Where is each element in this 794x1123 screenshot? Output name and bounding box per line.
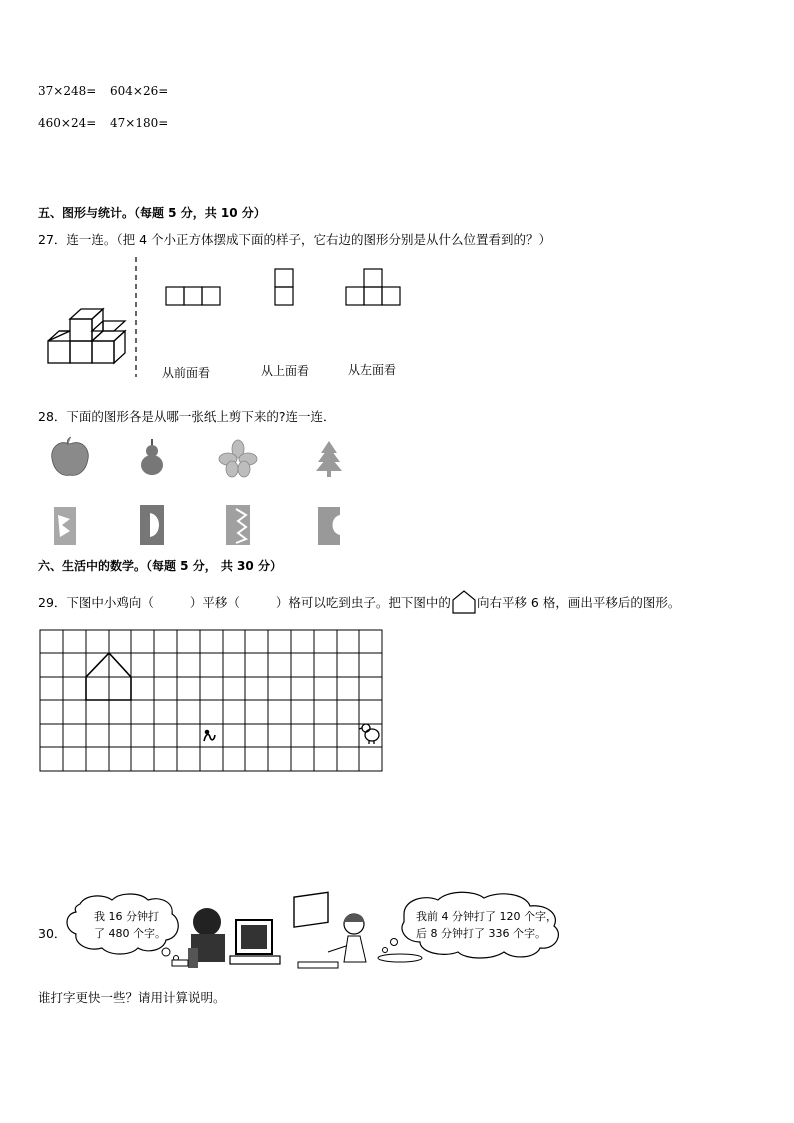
q27-text: 27．连一连。（把 4 个小正方体摆成下面的样子，它右边的图形分别是从什么位置看到的？） <box>38 232 552 247</box>
calc-2a: 460×24= <box>38 116 97 130</box>
q29-part2: ）平移（ <box>189 595 240 610</box>
view-front-shape <box>166 287 220 305</box>
house-shape-icon <box>451 589 477 615</box>
apple-shape-icon <box>52 437 89 475</box>
flower-shape-icon <box>219 440 257 477</box>
q29-grid <box>39 629 385 773</box>
cube-stack-drawing <box>48 309 125 363</box>
paper-piece-3 <box>226 505 250 545</box>
q30-question: 谁打字更快一些？请用计算说明。 <box>38 990 226 1005</box>
label-front: 从前面看 <box>162 366 211 380</box>
paper-piece-2 <box>140 505 164 545</box>
worm-icon <box>204 731 215 742</box>
left-bubble-line-1: 我 16 分钟打 <box>94 910 159 923</box>
label-left: 从左面看 <box>348 363 397 377</box>
tree-shape-icon <box>316 441 342 477</box>
calc-2b: 47×180= <box>110 116 169 130</box>
q29-part3: ）格可以吃到虫子。把下图中的 <box>275 595 451 610</box>
right-bubble-line-1: 我前 4 分钟打了 120 个字， <box>416 910 557 923</box>
q29-part4: 向右平移 6 格，画出平移后的图形。 <box>476 595 681 610</box>
boy-at-computer-icon <box>172 908 280 968</box>
section6-heading: 六、生活中的数学。（每题 5 分， 共 30 分） <box>38 559 282 573</box>
label-top: 从上面看 <box>261 364 310 378</box>
view-top-shape <box>275 269 293 305</box>
q29-text <box>38 589 680 615</box>
right-bubble-text <box>416 908 557 942</box>
paper-piece-4 <box>318 507 340 545</box>
calc-1b: 604×26= <box>110 84 169 98</box>
left-bubble-text <box>94 908 166 942</box>
chick-icon <box>359 724 379 744</box>
view-left-shape <box>346 269 400 305</box>
q28-text: 28．下面的图形各是从哪一张纸上剪下来的?连一连． <box>38 409 336 424</box>
q29-part1: 29．下图中小鸡向（ <box>38 595 154 610</box>
section5-heading: 五、图形与统计。（每题 5 分，共 10 分） <box>38 206 266 220</box>
q28-figure <box>40 435 370 555</box>
q30-number: 30． <box>38 926 67 941</box>
right-bubble-line-2: 后 8 分钟打了 336 个字。 <box>416 927 546 940</box>
paper-piece-1 <box>54 507 76 545</box>
left-bubble-line-2: 了 480 个字。 <box>94 927 166 940</box>
calc-1a: 37×248= <box>38 84 97 98</box>
gourd-shape-icon <box>141 439 163 475</box>
